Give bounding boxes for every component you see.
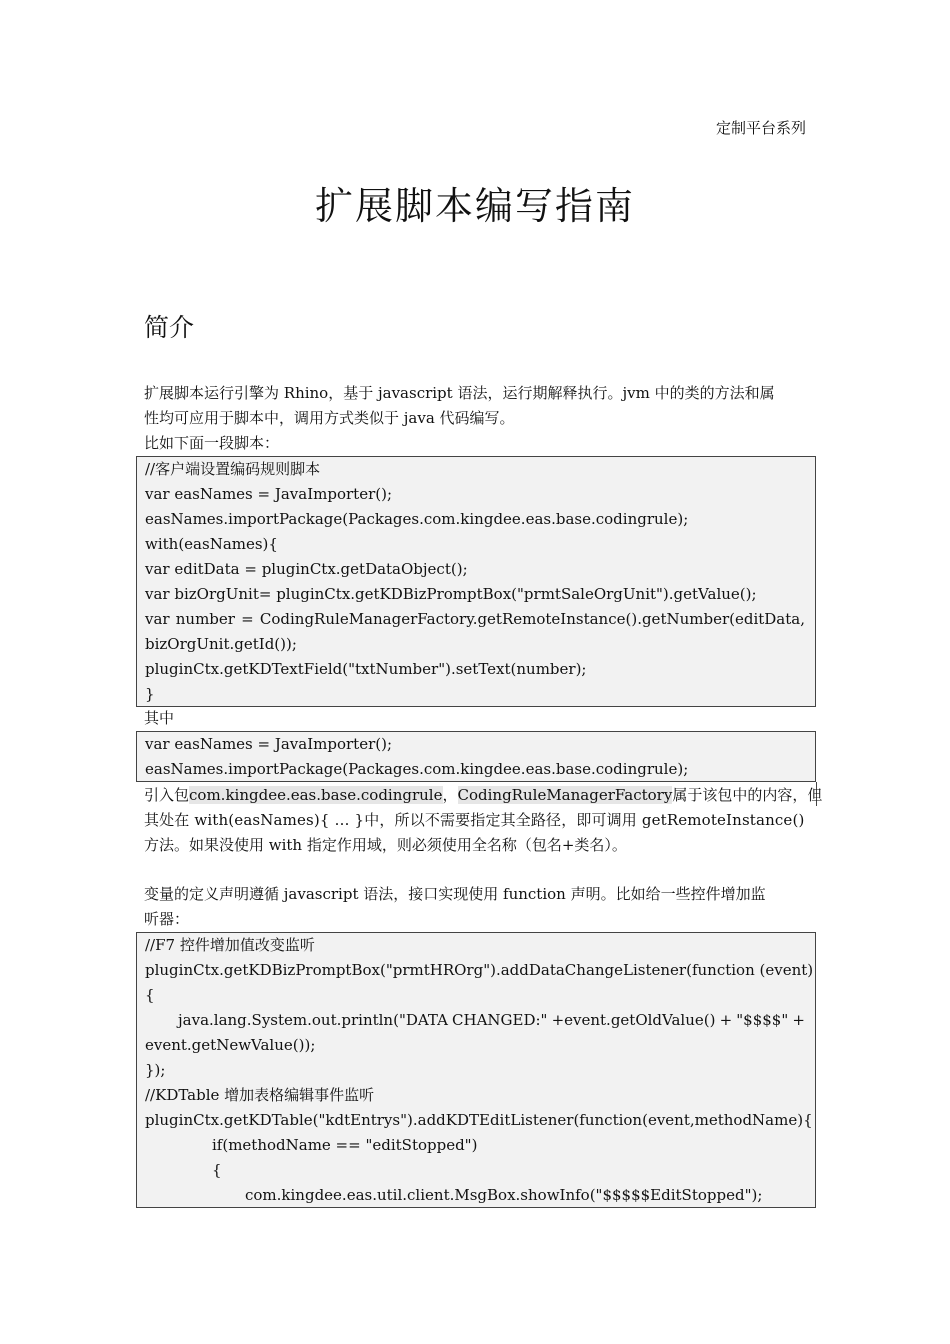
code-token: "$$$$" <box>736 1011 789 1029</box>
code-line <box>145 1008 815 1033</box>
code-line: var easNames = JavaImporter(); <box>145 485 393 503</box>
explain-line-1 <box>144 783 823 808</box>
explain-text: 引入包 <box>144 786 190 804</box>
code-line: var bizOrgUnit= pluginCtx.getKDBizPromptBox("prmtSaleOrgUnit").getValue(); <box>145 585 757 603</box>
code-block-1 <box>136 456 816 707</box>
code-line: { <box>212 1161 222 1179</box>
code-line: //客户端设置编码规则脚本 <box>145 460 321 478</box>
explain-highlight-group <box>189 783 672 808</box>
vars-line-1: 变量的定义声明遵循 javascript 语法，接口实现使用 function 声明。比如给一些控件增加监 <box>144 885 766 903</box>
among-label <box>144 706 807 731</box>
code-token: + <box>719 1011 733 1029</box>
code-line: with(easNames){ <box>145 535 278 553</box>
code-line: { <box>145 986 155 1004</box>
code-line: //F7 控件增加值改变监听 <box>145 936 315 954</box>
code-block-2 <box>136 731 816 782</box>
code-line: bizOrgUnit.getId()); <box>145 635 297 653</box>
code-token: var <box>145 610 170 628</box>
intro-line-1: 扩展脚本运行引擎为 Rhino，基于 javascript 语法，运行期解释执行。jvm 中的类的方法和属 <box>144 384 775 402</box>
document-title: 扩展脚本编写指南 <box>314 184 635 228</box>
explain-paragraph <box>144 783 823 858</box>
code-token: +event.getOldValue() <box>551 1011 716 1029</box>
code-token: java.lang.System.out.println("DATA <box>178 1011 448 1029</box>
code-token: number <box>175 610 235 628</box>
vars-paragraph <box>144 882 807 932</box>
section-heading: 简介 <box>144 313 195 342</box>
code-token: = <box>241 610 254 628</box>
code-line: if(methodName == "editStopped") <box>212 1136 478 1154</box>
code-token: + <box>792 1011 805 1029</box>
package-name-highlight: com.kingdee.eas.base.codingrule <box>189 786 443 804</box>
class-name-highlight: CodingRuleManagerFactory <box>457 786 673 804</box>
code-line: //KDTable 增加表格编辑事件监听 <box>145 1086 375 1104</box>
intro-paragraph <box>144 381 807 456</box>
code-line: pluginCtx.getKDBizPromptBox("prmtHROrg").addDataChangeListener(function (event) <box>145 961 814 979</box>
code-line: }); <box>145 1061 166 1079</box>
among-text: 其中 <box>144 709 175 727</box>
code-line: pluginCtx.getKDTextField("txtNumber").setText(number); <box>145 660 587 678</box>
intro-line-2: 性均可应用于脚本中，调用方式类似于 java 代码编写。 <box>144 409 515 427</box>
code-line: } <box>145 685 155 703</box>
code-token: CHANGED:" <box>452 1011 548 1029</box>
code-token: CodingRuleManagerFactory.getRemoteInstance().getNumber(editData, <box>259 610 805 628</box>
explain-text: 属于该包中的内容，但 <box>672 786 823 804</box>
vars-line-2: 听器： <box>144 910 190 928</box>
code-line: event.getNewValue()); <box>145 1036 316 1054</box>
code-line: var editData = pluginCtx.getDataObject(); <box>145 560 468 578</box>
code-line: easNames.importPackage(Packages.com.kingdee.eas.base.codingrule); <box>145 510 689 528</box>
code-block-3 <box>136 932 816 1208</box>
code-line: pluginCtx.getKDTable("kdtEntrys").addKDTEditListener(function(event,methodName){ <box>145 1111 813 1129</box>
series-label: 定制平台系列 <box>715 119 806 137</box>
code-line: com.kingdee.eas.util.client.MsgBox.showInfo("$$$$$EditStopped"); <box>245 1186 763 1204</box>
code-line: easNames.importPackage(Packages.com.kingdee.eas.base.codingrule); <box>145 760 689 778</box>
code-line: var easNames = JavaImporter(); <box>145 735 393 753</box>
explain-comma: ， <box>442 786 458 804</box>
intro-line-3: 比如下面一段脚本： <box>144 434 280 452</box>
explain-line-3: 方法。如果没使用 with 指定作用域，则必须使用全名称（包名+类名）。 <box>144 836 627 854</box>
explain-line-2: 其处在 with(easNames){ … }中，所以不需要指定其全路径，即可调用 getRemoteInstance() <box>144 811 805 829</box>
code-line <box>145 607 815 632</box>
